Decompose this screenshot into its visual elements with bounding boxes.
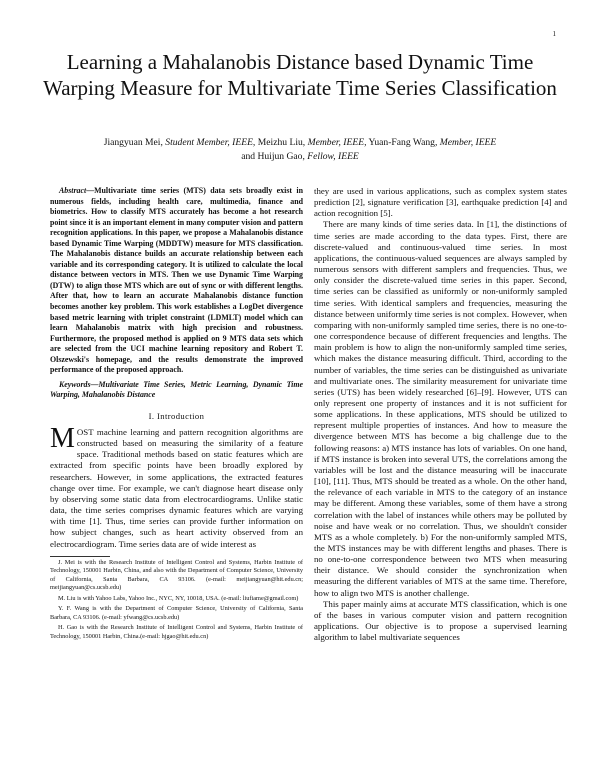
author-affiliation: Fellow, IEEE [307, 150, 359, 162]
drop-cap: M [50, 422, 75, 454]
author-name: Yuan-Fang Wang, [368, 137, 438, 148]
intro-paragraph-1-continued: they are used in various applications, such as complex system states prediction [2], signature verification [3], earthquake prediction [4] and action recognition [5]. [314, 186, 567, 219]
author-name: Meizhu Liu, [257, 137, 306, 148]
paper-title: Learning a Mahalanobis Distance based Dynamic Time Warping Measure for Multivariate Time Series Classification [43, 50, 557, 100]
footnote: J. Mei is with the Research Institute of Intelligent Control and Systems, Harbin Institute of Technology, 150001 Harbin, China, and also with the Department of Computer Science, University of California, Santa Barbara, CA 93106. (e-mail: meijiangyuan@hit.edu.cn; meijiangyuan@cs.ucsb.edu) [50, 558, 303, 592]
author-affiliation: Member, IEEE, [307, 137, 367, 148]
intro-paragraph-2: There are many kinds of time series data. In [1], the distinctions of time series are made according to the data types. First, there are discrete-valued and continuous-valued time series. In most applications, the continuous-valued sequences are always sampled by numerous sensors with different samplers and frequencies. Thus, we only consider the discrete-valued time series in this paper. Second, time series can be classified as uniformly or non-uniformly sampled time series. With identical samplers and frequencies, measuring the distance between uniformly time series is not complex. However, when comparing with non-uniformly sampled time series, there is no one-to-one correspondence because of different frequencies and lengths. The main problem is how to align the non-uniformly sampled time series, which makes the distance measuring difficult. Third, according to the number of variables, the time series can be distinguished as univariate and multivariate ones. The similarity measurement for univariate time series (UTS) has been widely researched [6]–[9]. However, UTS can only represent one property of instances and it is not sufficient for some applications. In these applications, MTS should be utilized to represent multiple properties of instances. And how to measure the divergence between MTS has become a big challenge due to the following reasons: a) MTS instance has lots of variables. On one hand, if MTS instance is broken into several UTS, the correlations among the variables will be lost and the distance measuring will be inaccurate [10], [11]. Thus, MTS should be treated as a whole. On the other hand, the relevance of each variable in MTS to the category of an instance may be different. Among these variables, some of them have a strong correlation with the label of instances while others may be polluted by noise and have weak or no correlation. Thus, we shouldn't consider MTS as a whole completely. b) For the non-uniformly sampled MTS, the MTS instances may be with different lengths and phases. There is no one-to-one correspondence between two MTS when measuring their distance. We should consider the synchronization when measuring the different variables of MTS at the same time. Therefore, how to align two MTS is another challenge. [314, 219, 567, 598]
abstract-label: Abstract [59, 186, 87, 195]
footnote: Y. F. Wang is with the Department of Computer Science, University of California, Santa Barbara, CA 93106. (e-mail: yfwang@cs.ucsb.edu) [50, 605, 303, 621]
footnote: M. Liu is with Yahoo Labs, Yahoo Inc., NYC, NY, 10018, USA. (e-mail: liufiame@gmail.com) [58, 594, 299, 602]
left-column [50, 186, 303, 643]
abstract [50, 186, 303, 376]
keywords: Keywords—Multivariate Time Series, Metric Learning, Dynamic Time Warping, Mahalanobis Distance [50, 379, 303, 400]
author-line-1 [40, 136, 560, 150]
page-number: 1 [552, 30, 556, 38]
abstract-text: —Multivariate time series (MTS) data sets broadly exist in numerous fields, including health care, multimedia, finance and biometrics. How to classify MTS accurately has become a hot research point since it is an important element in many computer vision and pattern recognition applications. In this paper, we propose a Mahalanobis distance based Dynamic Time Warping (MDDTW) measure for MTS classification. The Mahalanobis distance builds an accurate relationship between each variable and its corresponding category. It is utilized to calculate the local distance between vectors in MTS. Then we use Dynamic Time Warping (DTW) to align those MTS which are out of sync or with different lengths. After that, how to learn an accurate Mahalanobis distance function becomes another key problem. This work establishes a LogDet divergence based metric learning with triplet constraint (LDMLT) model which can learn Mahalanobis matrix with high precision and robustness. Furthermore, the proposed method is applied on 9 MTS data sets which are selected from the UCI machine learning repository and Robert T. Olszewski's homepage, and the results demonstrate the improved performance of the proposed approach. [50, 186, 303, 375]
intro-paragraph-1 [50, 422, 303, 550]
intro-paragraph-1-text: OST machine learning and pattern recognition algorithms are constructed based on measuring the similarity of a feature space. Traditional methods based on static features which are extracted from specific points have been broadly explored by researchers. However, in some applications, the extracted features change over time. For example, we can't diagnose heart disease only by observing some static data from electrocardiograms. Unlike static data, the time series comprises dynamic features which are varying with time [1]. Thus, time series can provide further information on how subject changes, such as heart activity observed from an electrocardiogram. Time series data are of wide interest as [50, 426, 303, 549]
author-name: Jiangyuan Mei, [103, 137, 163, 148]
author-block [40, 136, 560, 163]
section-heading-introduction: I. Introduction [148, 410, 205, 421]
author-affiliation: Student Member, IEEE, [165, 137, 256, 148]
author-affiliation: Member, IEEE [439, 137, 497, 148]
right-column [314, 186, 567, 643]
footnote: H. Gao is with the Research Institute of Intelligent Control and Systems, Harbin Institute of Technology, 150001 Harbin, China.(e-mail: hjgao@hit.edu.cn) [50, 624, 303, 640]
intro-paragraph-3: This paper mainly aims at accurate MTS classification, which is one of the bases in various computer vision and pattern recognition applications. Our objective is to propose a supervised learning algorithm to label multivariate sequences [314, 598, 567, 643]
footnote-divider [50, 556, 110, 557]
author-name: and Huijun Gao, [241, 150, 305, 162]
author-line-2 [40, 150, 560, 164]
